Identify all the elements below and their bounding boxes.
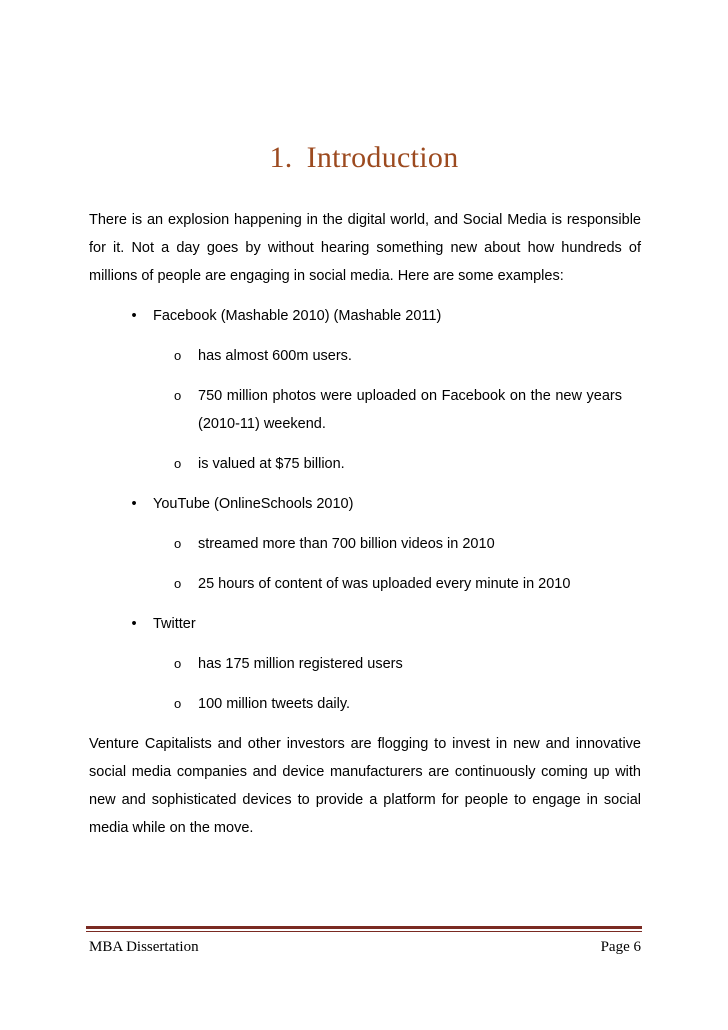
circle-bullet-icon: o — [174, 696, 182, 711]
section-heading — [0, 138, 728, 178]
circle-bullet-icon: o — [174, 536, 182, 551]
circle-bullet-icon: o — [174, 656, 182, 671]
list-item-twitter — [89, 610, 641, 718]
footer-divider-thin — [86, 931, 642, 932]
section-title: Introduction — [306, 141, 459, 174]
bullet-label: YouTube (OnlineSchools 2010) — [153, 496, 354, 512]
bullet-label: Facebook (Mashable 2010) (Mashable 2011) — [153, 308, 442, 324]
list-item-youtube — [89, 490, 641, 598]
sub-list — [153, 530, 641, 598]
circle-bullet-icon: o — [174, 576, 182, 591]
sub-item-text: is valued at $75 billion. — [198, 456, 345, 472]
sub-item-text: 100 million tweets daily. — [198, 696, 351, 712]
bullet-icon: • — [131, 616, 137, 632]
sub-item-text: has almost 600m users. — [198, 348, 352, 364]
sub-list-item — [153, 530, 622, 558]
examples-list — [89, 302, 641, 718]
sub-list-item — [153, 690, 622, 718]
bullet-label: Twitter — [153, 616, 196, 632]
section-number: 1. — [269, 141, 293, 174]
bullet-icon: • — [131, 496, 137, 512]
circle-bullet-icon: o — [174, 348, 182, 363]
sub-item-text: 750 million photos were uploaded on Facebook on the new years (2010-11) weekend. — [198, 388, 622, 432]
circle-bullet-icon: o — [174, 456, 182, 471]
footer-document-title: MBA Dissertation — [89, 939, 199, 955]
list-item-facebook — [89, 302, 641, 478]
body-content — [89, 206, 641, 842]
bullet-icon: • — [131, 308, 137, 324]
intro-paragraph: There is an explosion happening in the digital world, and Social Media is responsible for it. Not a day goes by without hearing something new about how hundreds of millions of people are engaging in social media. Here are some examples: — [89, 212, 641, 284]
sub-item-text: streamed more than 700 billion videos in 2010 — [198, 536, 495, 552]
sub-list-item — [153, 450, 622, 478]
sub-item-text: has 175 million registered users — [198, 656, 403, 672]
footer-divider-thick — [86, 926, 642, 929]
circle-bullet-icon: o — [174, 388, 182, 403]
sub-list — [153, 342, 641, 478]
closing-paragraph: Venture Capitalists and other investors are flogging to invest in new and innovative social media companies and device manufacturers are continuously coming up with new and sophisticated devices to provide a platform for people to engage in social media while on the move. — [89, 736, 641, 836]
sub-list — [153, 650, 641, 718]
footer-page-number: Page 6 — [600, 939, 641, 955]
sub-list-item — [153, 570, 622, 598]
sub-list-item — [153, 342, 622, 370]
sub-item-text: 25 hours of content of was uploaded every minute in 2010 — [198, 576, 571, 592]
sub-list-item — [153, 650, 622, 678]
sub-list-item — [153, 382, 622, 438]
page-footer — [89, 937, 641, 957]
